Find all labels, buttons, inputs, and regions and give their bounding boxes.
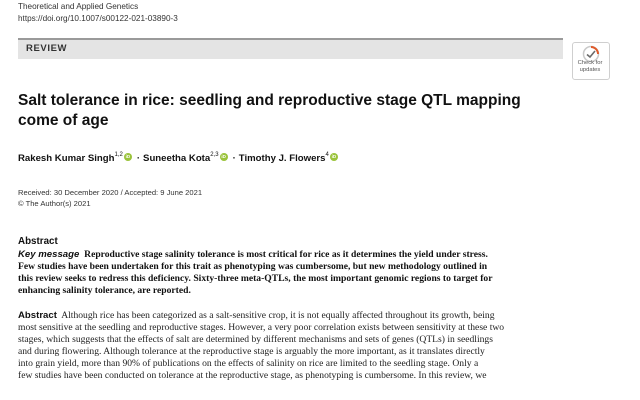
key-message-line: this review seeks to redress this deficiency. Sixty-three meta-QTLs, the most important genomic regions to target for [18,273,493,284]
received-accepted-dates: Received: 30 December 2020 / Accepted: 9 June 2021 [18,188,203,197]
abstract-line: into grain yield, more than 90% of publications on the effects of salinity on rice are limited to the seedling stage. Only a [18,358,479,370]
key-message-line: enhancing salinity tolerance, are reported. [18,285,191,296]
orcid-icon[interactable] [220,153,228,161]
author-name[interactable]: Suneetha Kota [143,153,211,165]
check-for-updates-line1: Check for [577,60,603,66]
author-name[interactable]: Rakesh Kumar Singh [18,153,115,165]
author-separator: · [136,153,141,165]
check-for-updates-line2: updates [579,66,601,73]
check-for-updates-text[interactable] [568,60,612,73]
title-line-1: Salt tolerance in rice: seedling and reproductive stage QTL mapping [18,92,521,109]
orcid-icon[interactable] [124,153,132,161]
abstract-line: and during flowering. Although tolerance at the reproductive stage is arguably the more important, as it translates directly [18,346,485,358]
author-affiliation: 4 [325,152,329,158]
abstract-line [18,310,618,322]
abstract-text: Although rice has been categorized as a salt-sensitive crop, it is not equally affected throughout its growth, being [61,310,495,321]
abstract-body-label: Abstract [18,310,57,321]
author-separator: · [232,153,236,165]
journal-name: Theoretical and Applied Genetics [18,2,139,11]
abstract-line: most sensitive at the seedling and reproductive stages. However, a very poor correlation exists between sensitivity at these two [18,322,505,334]
section-bar [18,38,563,59]
orcid-icon[interactable] [330,153,338,161]
author-list [18,150,340,165]
section-label: REVIEW [26,43,68,54]
author-affiliation: 1,2 [114,152,123,158]
title-line-2: come of age [18,112,109,129]
abstract-line: stages, which suggests that the effects of salt are determined by different mechanisms and sets of genes (QTLs) in seedlings [18,334,493,346]
doi-link[interactable]: https://doi.org/10.1007/s00122-021-03890-3 [18,14,178,23]
author-name[interactable]: Timothy J. Flowers [238,153,326,165]
abstract-body [18,310,618,383]
key-message-line [18,249,618,261]
abstract-heading: Abstract [18,236,58,247]
key-message-text: Reproductive stage salinity tolerance is most critical for rice as it determines the yield under stress. [84,249,488,260]
key-message-label: Key message [18,249,80,260]
article-title [18,91,578,131]
key-message-line: Few studies have been undertaken for this trait as phenotyping was cumbersome, but new methodology outlined in [18,261,488,272]
abstract-line: few studies have been conducted on tolerance at the reproductive stage, as phenotyping is cumbersome. In this review, we [18,370,487,382]
author-affiliation: 2,3 [210,152,219,158]
copyright-notice: © The Author(s) 2021 [18,199,91,208]
key-message [18,249,618,297]
